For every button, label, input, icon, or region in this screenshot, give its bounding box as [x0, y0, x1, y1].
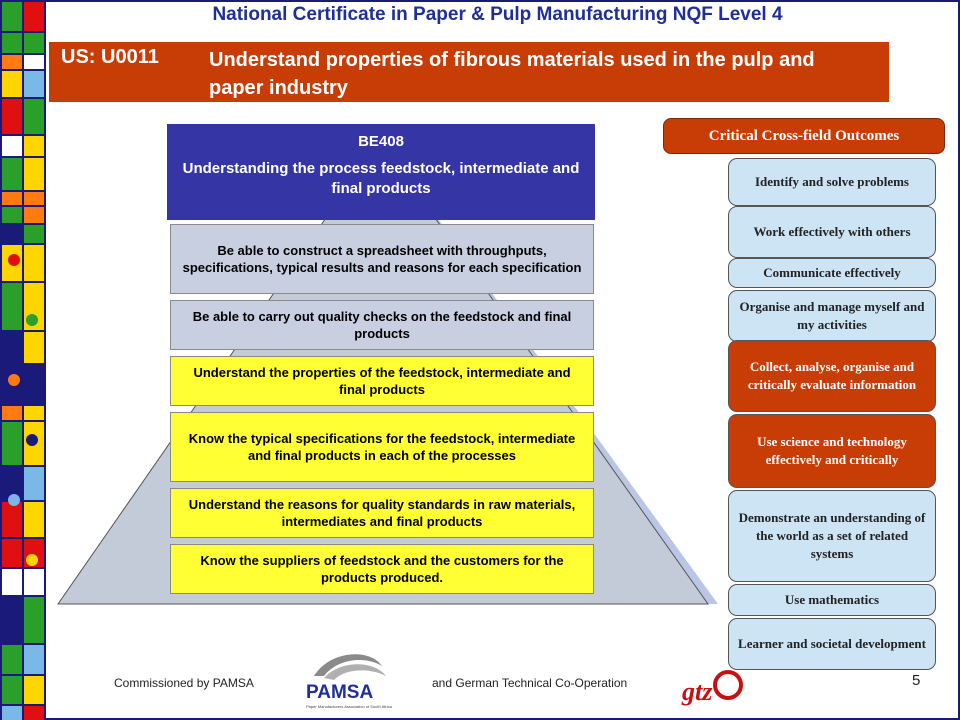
- outcome-item: Identify and solve problems: [728, 158, 936, 206]
- outcome-item: Organise and manage myself and my activities: [728, 290, 936, 342]
- outcome-item-highlighted: Use science and technology effectively and critically: [728, 414, 936, 488]
- gtz-logo: [680, 668, 746, 708]
- pyramid-level-5: Understand the reasons for quality standards in raw materials, intermediates and final products: [170, 488, 594, 538]
- be-code: BE408: [358, 133, 404, 150]
- outcome-item: Work effectively with others: [728, 206, 936, 258]
- svg-text:gtz: gtz: [682, 677, 713, 706]
- commissioned-text: Commissioned by PAMSA: [114, 676, 254, 690]
- outcome-item-highlighted: Collect, analyse, organise and critically evaluate information: [728, 340, 936, 412]
- outcome-item: Demonstrate an understanding of the world as a set of related systems: [728, 490, 936, 582]
- be-outcome-box: [167, 124, 595, 220]
- outcome-item: Use mathematics: [728, 584, 936, 616]
- pyramid-level-6: Know the suppliers of feedstock and the customers for the products produced.: [170, 544, 594, 594]
- unit-standard-code: US: U0011: [61, 46, 159, 68]
- be-title: Understanding the process feedstock, intermediate and final products: [182, 160, 580, 197]
- pyramid-level-1: Be able to construct a spreadsheet with throughputs, specifications, typical results and reasons for each specification: [170, 224, 594, 294]
- svg-text:PAMSA: PAMSA: [306, 682, 374, 703]
- svg-text:Paper Manufacturers Associatio: Paper Manufacturers Association of South Africa: [306, 704, 392, 709]
- page-title: National Certificate in Paper & Pulp Manufacturing NQF Level 4: [212, 4, 783, 25]
- outcome-item: Communicate effectively: [728, 258, 936, 288]
- partner-text: and German Technical Co-Operation: [432, 676, 628, 690]
- pyramid-level-3: Understand the properties of the feedstock, intermediate and final products: [170, 356, 594, 406]
- page-number: 5: [912, 672, 921, 689]
- pyramid-level-4: Know the typical specifications for the feedstock, intermediate and final products in each of the processes: [170, 412, 594, 482]
- pamsa-logo: [300, 646, 420, 712]
- unit-standard-title: Understand properties of fibrous materials used in the pulp and paper industry: [209, 49, 815, 99]
- outcome-item: Learner and societal development: [728, 618, 936, 670]
- pyramid-level-2: Be able to carry out quality checks on the feedstock and final products: [170, 300, 594, 350]
- outcomes-heading: Critical Cross-field Outcomes: [663, 118, 945, 154]
